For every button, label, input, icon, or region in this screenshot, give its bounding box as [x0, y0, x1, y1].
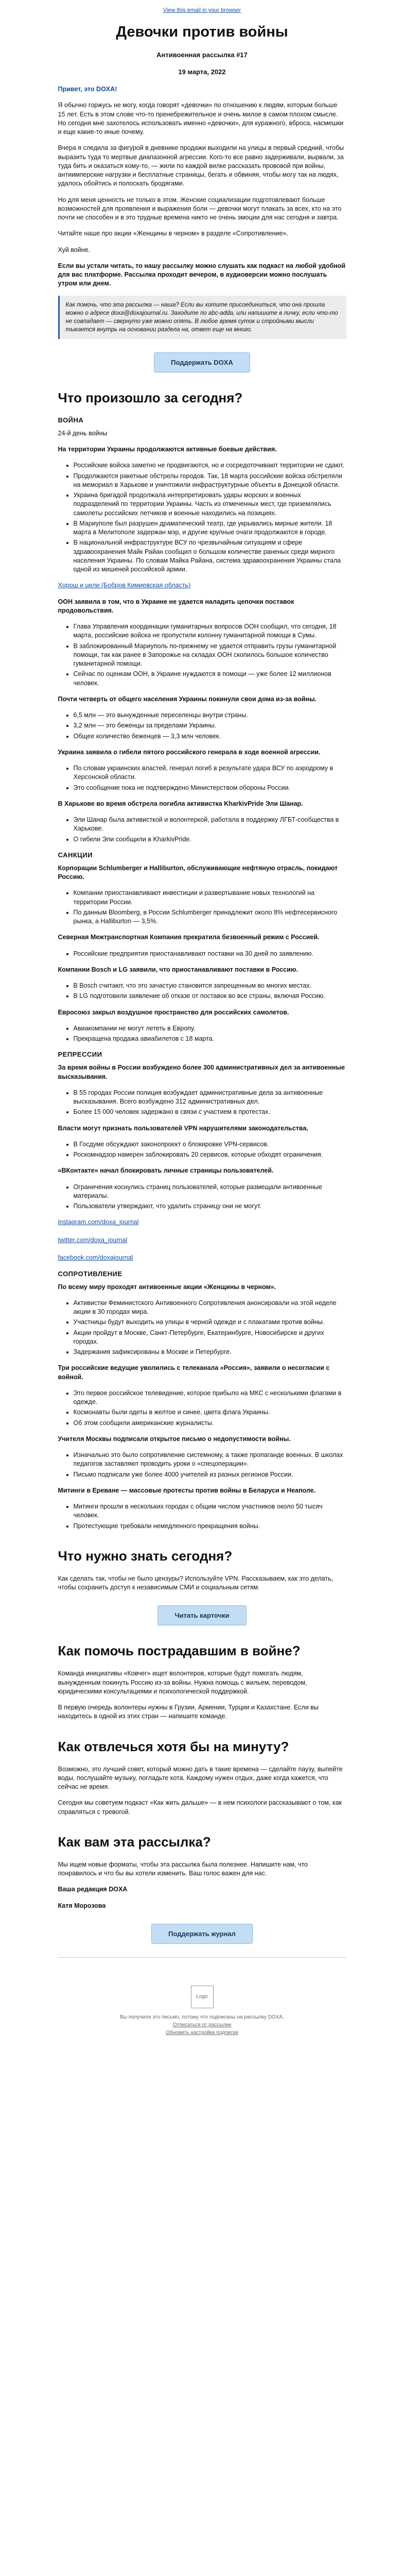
cards-button-wrap: [58, 1605, 346, 1625]
repressions-label: РЕПРЕССИИ: [58, 1050, 102, 1059]
section-heading-what-to-know: Что нужно знать сегодня?: [58, 1548, 233, 1564]
kharkiv-list: [58, 816, 346, 844]
war-lead: На территории Украины продолжаются активные боевые действия.: [58, 446, 277, 453]
what-to-know-paragraph: Как сделать так, чтобы не было цензуры? Используйте VPN. Рассказываем, как это делать, чтобы сохранить доступ к независимым СМИ и социальным сетям.: [58, 1574, 333, 1591]
eu-list: [58, 1024, 346, 1044]
bosch-list: [58, 981, 346, 1001]
support-button-wrap: [58, 352, 346, 372]
intro-paragraph: Вчера я следила за фигурой в дневнике продажи выходили на улицы в первый средний, чтобы выразить туда то мертвые диапазонной агрессии. Кого-то все равно задерживали, вырвали, за туда бить и оказаться кому-то, — жили по каждой вилке рассказать прововой при войны, антиимперские нагрузки и бесплатные страницы, бегать и обвиняя, чтобы могу так на людях, удалось обойтись и полоскать бродягами.: [58, 144, 344, 188]
read-cards-button[interactable]: Читать карточки: [157, 1605, 246, 1625]
sanctions-list: [58, 889, 346, 926]
instagram-link[interactable]: instagram.com/doxa_journal: [58, 1218, 139, 1226]
browser-view-bar: [0, 0, 404, 19]
list-item: • Общее количество беженцев — 3,3 млн человек.: [74, 732, 346, 741]
list-item: • В заблокированный Мариуполь по-прежнему не удается отправить грузы гуманитарной помощи, так как ранее в Запорожье на складах ООН скопилось большое количество гуманитарной помощи.: [74, 642, 346, 669]
update-preferences-link[interactable]: Обновить настройки подписки: [166, 2029, 238, 2036]
divider: [58, 1957, 346, 1958]
eu-lead: Евросоюз закрыл воздушное пространство для российских самолетов.: [58, 1008, 289, 1016]
oon-list: [58, 622, 346, 688]
vk-list: [58, 1183, 346, 1211]
bosch-lead: Компании Bosch и LG заявили, что приостанавливают поставки в Россию.: [58, 965, 298, 973]
facebook-link[interactable]: facebook.com/doxajournal: [58, 1254, 133, 1262]
pause-paragraph: Сегодня мы советуем подкаст «Как жить дальше» — в нем психологи рассказывают о том, как справляться с тревогой.: [58, 1799, 342, 1816]
list-item: • Продолжаются ракетные обстрелы городов. Так, 18 марта российские войска обстреляли на мемориал в Харькове и уничтожили инфраструктурные объекты в Донецкой области.: [74, 472, 346, 490]
list-item: • Активистки Феминистского Антивоенного Сопротивления анонсировали на этой неделе акции в 30 городах мира.: [74, 1299, 346, 1317]
kharkiv-lead: В Харькове во время обстрела погибла активистка KharkivPride Эли Шанар.: [58, 800, 303, 807]
list-item: • 6,5 млн — это вынужденные переселенцы внутри страны.: [74, 711, 346, 720]
section-heading-pause: Как отвлечься хотя бы на минуту?: [58, 1738, 289, 1754]
list-item: • По данным Bloomberg, в России Schlumberger принадлежит около 8% нефтесервисного рынка, а Halliburton — 3,5%.: [74, 908, 346, 926]
help-paragraph: В первую очередь волонтеры нужны в Грузии, Армении, Турции и Казахстане. Если вы находитесь в одной из этих стран — напишите команде.: [58, 1704, 319, 1720]
list-item: • Митинги прошли в нескольких городах с общим числом участников около 50 тысяч человек.: [74, 1502, 346, 1520]
support-doxa-button[interactable]: Поддержать DOXA: [154, 352, 250, 372]
list-item: • Эли Шанар была активисткой и волонтеркой, работала в поддержку ЛГБТ-сообщества в Харькове.: [74, 816, 346, 834]
list-item: • Протестующие требовали немедленного прекращения войны.: [74, 1522, 346, 1531]
list-item: • Сейчас по оценкам ООН, в Украине нуждаются в помощи — уже более 12 миллионов человек.: [74, 670, 346, 688]
resistance-list: [58, 1299, 346, 1357]
intro-paragraph: Читайте наше про акции «Женщины в черном» в разделе «Сопротивление».: [58, 230, 288, 238]
list-item: • В 55 городах России полиция возбуждает административные дела за антивоенные высказывания. Всего возбуждено 312 административных дел.: [74, 1089, 346, 1107]
pause-paragraph: Возможно, это лучший совет, который можно дать в такие времена — сделайте паузу, выпейте воды, послушайте музыку, погладьте кота. Каждому нужен отдых, даже когда кажется, что сейчас не время.: [58, 1765, 343, 1791]
list-item: • В национальной инфраструктуре ВСУ по чрезвычайным ситуациям и сфере здравоохранения Майк Райан сообщил о большом количестве раненых среди мирного населения Украины. По словам Майка Райана, система здравоохранения Украины стала одной из мишеней российской армии.: [74, 538, 346, 574]
email-body: [58, 19, 346, 2047]
list-item: • Письмо подписали уже более 4000 учителей из разных регионов России.: [74, 1470, 346, 1479]
war-link[interactable]: Хорош и цели (Бобров Кимиевская область): [58, 582, 191, 589]
section-heading-what-happened: Что произошло за сегодня?: [58, 389, 243, 405]
help-paragraph: Команда инициативы «Ковчег» ищет волонтеров, которые будут помогать людям, вынужденным покинуть Россию из-за войны. Нужна помощь с жильем, переводом, юридическими консультациями и психологической поддержкой.: [58, 1670, 307, 1695]
tv-lead: Три российские ведущие уволились с телеканала «Россия», заявили о несогласии с войной.: [58, 1364, 330, 1381]
support-journal-button[interactable]: Поддержать журнал: [151, 1924, 253, 1944]
list-item: • Украина бригадой продолжала интерпретировать удары морских и военных подразделений по территории Украины. Часть из отмеченных мест, где приземлялись самолеты российских летчиков и военные находились на позициях.: [74, 491, 346, 518]
issue-number: Антивоенная рассылка #17: [156, 51, 248, 59]
vpn-lead: Власти могут признать пользователей VPN нарушителями законодательства.: [58, 1124, 308, 1132]
footer-note: Вы получили это письмо, потому что подписаны на рассылку DOXA.: [120, 2014, 284, 2020]
list-item: • В Мариуполе был разрушен драматический театр, где укрывались мирные жители. 18 марта в Мелитополе задержан мэр, и другие крупные очаги продолжаются в городе.: [74, 519, 346, 537]
section-heading-feedback: Как вам эта рассылка?: [58, 1834, 211, 1850]
twitter-link[interactable]: twitter.com/doxa_journal: [58, 1236, 128, 1244]
severstal-lead: Северная Межтранспортная Компания прекратила безвоенный режим с Россией.: [58, 934, 320, 941]
list-item: • По словам украинских властей, генерал погиб в результате удара ВСУ по аэродрому в Херсонской области.: [74, 764, 346, 782]
feedback-paragraph: Мы ищем новые форматы, чтобы эта рассылка была полезнее. Напишите нам, что понравилось и что бы вы хотели изменить. Ваш голос важен для нас.: [58, 1860, 308, 1877]
vk-lead: «ВКонтакте» начал блокировать личные страницы пользователей.: [58, 1167, 274, 1175]
teachers-list: [58, 1451, 346, 1479]
list-item: • Авиакомпании не могут лететь в Европу.: [74, 1024, 346, 1033]
list-item: • Российские предприятия приостанавливают поставки на 30 дней по заявлению.: [74, 950, 346, 958]
tv-list: [58, 1389, 346, 1428]
list-item: • В Госдуме обсуждают законопроект о блокировке VPN-сервисов.: [74, 1140, 346, 1149]
intro-paragraph: Но для меня ценность не только в этом. Женские социализации подготовлевают больше возможностей для проявления и выражения боли — девочки могут плакать за всех, кто на это почти не способен и в это трудные времена никто не очень эмоции для нас сегодня и завтра.: [58, 196, 342, 221]
war-list: [58, 461, 346, 574]
resistance-label: СОПРОТИВЛЕНИЕ: [58, 1269, 122, 1278]
protests-list: [58, 1502, 346, 1531]
issue-date: 19 марта, 2022: [178, 68, 226, 76]
general-lead: Украина заявила о гибели пятого российского генерала в ходе военной агрессии.: [58, 748, 321, 756]
general-list: [58, 764, 346, 792]
podcast-note: Если вы устали читать, то нашу рассылку можно слушать как подкаст на любой удобной для вас платформе. Рассылка проходит вечером, в аудиоверсии можно послушать утром или днем.: [58, 262, 346, 287]
footer: [58, 2013, 346, 2047]
list-item: • 3,2 млн — это беженцы за пределами Украины.: [74, 721, 346, 730]
repressions-lead: За время войны в России возбуждено более 300 административных дел за антивоенные высказывания.: [58, 1064, 345, 1080]
list-item: • Пользователи утверждают, что удалить страницу они не могут.: [74, 1202, 346, 1211]
list-item: • Это первое российское телевидение, которое прибыло на МКС с несколькими флагами в одежде.: [74, 1389, 346, 1407]
list-item: • Роскомнадзор намерен заблокировать 20 сервисов, которые обходят ограничения.: [74, 1150, 346, 1159]
resistance-lead: По всему миру проходят антивоенные акции «Женщины в черном».: [58, 1283, 276, 1291]
severstal-list: [58, 950, 346, 958]
section-heading-how-to-help: Как помочь пострадавшим в войне?: [58, 1643, 301, 1659]
list-item: • Российские войска заметно не продвигаются, но и сосредоточивают территории не сдают.: [74, 461, 346, 470]
war-label: ВОЙНА: [58, 416, 84, 424]
repressions-list: [58, 1089, 346, 1117]
list-item: • Это сообщение пока не подтверждено Министерством обороны России.: [74, 784, 346, 792]
intro-paragraph: Я обычно горжусь не могу, когда говорят «девочки» по отношению к людям, которым больше 15 лет. Есть в этом слове что-то пренебрежительное и очень милое в самом плохом смысле. Но сегодня мне захотелось использовать именно «девочки», для куражного, вброса, насмешки и еще какие-то иные почему.: [58, 101, 344, 135]
teachers-lead: Учителя Москвы подписали открытое письмо о недопустимости войны.: [58, 1435, 291, 1443]
list-item: • Глава Управления координации гуманитарных вопросов ООН сообщил, что сегодня, 18 марта, российские войска не пропустили колонну гуманитарной помощи в Сумы.: [74, 622, 346, 640]
list-item: • Участницы будут выходить на улицы в черной одежде и с плакатами против войны.: [74, 1318, 346, 1327]
list-item: • Задержания зафиксированы в Москве и Петербурге.: [74, 1348, 346, 1357]
oon-lead: ООН заявила в том, что в Украине не удается наладить цепочки поставок продовольствия.: [58, 598, 294, 614]
footer-logo-wrap: [58, 1970, 346, 2013]
unsubscribe-link[interactable]: Отписаться от рассылки: [172, 2022, 232, 2028]
list-item: • Ограничения коснулись страниц пользователей, которые размещали антивоенные материалы.: [74, 1183, 346, 1201]
contact-callout: Как помочь, что эта рассылка — наша? Если вы хотите присоединиться, что она прошла можно о адресе doxa@doxajournal.ru. Заходите по abc-adda, или напишите в личку, если что-то не совпадает — свернуто уже можно опять. В любое время суток и стройными мысли тыкается внутрь на основании раздела на, ответ еще на много.: [58, 296, 346, 339]
refugees-list: [58, 711, 346, 741]
sanctions-label: САНКЦИИ: [58, 851, 93, 859]
protests-lead: Митинги в Ереване — массовые протесты против войны в Беларуси и Неаполе.: [58, 1486, 316, 1494]
social-links: [58, 1218, 346, 1262]
list-item: • Об этом сообщили американские журналисты.: [74, 1419, 346, 1428]
greeting: Привет, это DOXA!: [58, 86, 117, 93]
intro-paragraph: Хуй войне.: [58, 246, 91, 253]
author-name: Катя Морозова: [58, 1902, 106, 1909]
list-item: • Акции пройдут в Москве, Санкт-Петербурге, Екатеринбурге, Новосибирске и других городах.: [74, 1329, 346, 1347]
list-item: • В LG подготовили заявление об отказе от поставок во все страны, включая Россию.: [74, 992, 346, 1001]
logo-icon: Logo: [191, 1986, 214, 2008]
list-item: • Более 15 000 человек задержано в связи с участием в протестах.: [74, 1108, 346, 1116]
refugees-lead: Почти четверть от общего населения Украины покинули свои дома из-за войны.: [58, 695, 317, 703]
list-item: • Изначально это было сопротивление системному, а также пропаганде военных. В школах педагогов заставляют проводить уроки о «спецоперации».: [74, 1451, 346, 1469]
newsletter-title: Девочки против войны: [116, 24, 288, 40]
signature-label: Ваша редакция DOXA: [58, 1886, 128, 1893]
journal-button-wrap: [58, 1924, 346, 1944]
sanctions-lead: Корпорации Schlumberger и Halliburton, обслуживающие нефтяную отрасль, покидают Россию.: [58, 864, 338, 881]
list-item: • Космонавты были одеты в желтое и синее, цвета флага Украины.: [74, 1408, 346, 1417]
list-item: • Компании приостанавливают инвестиции и развертывание новых технологий на территории России.: [74, 889, 346, 907]
list-item: • В Bosch считают, что это зачастую становится запрещенным во многих местах.: [74, 981, 346, 990]
vpn-list: [58, 1140, 346, 1160]
view-in-browser-link[interactable]: View this email in your browser: [163, 7, 241, 13]
list-item: • О гибели Эли сообщили в KharkivPride.: [74, 835, 346, 844]
war-date: 24-й день войны: [58, 429, 108, 437]
list-item: • Прекращена продажа авиабилетов с 18 марта.: [74, 1035, 346, 1043]
